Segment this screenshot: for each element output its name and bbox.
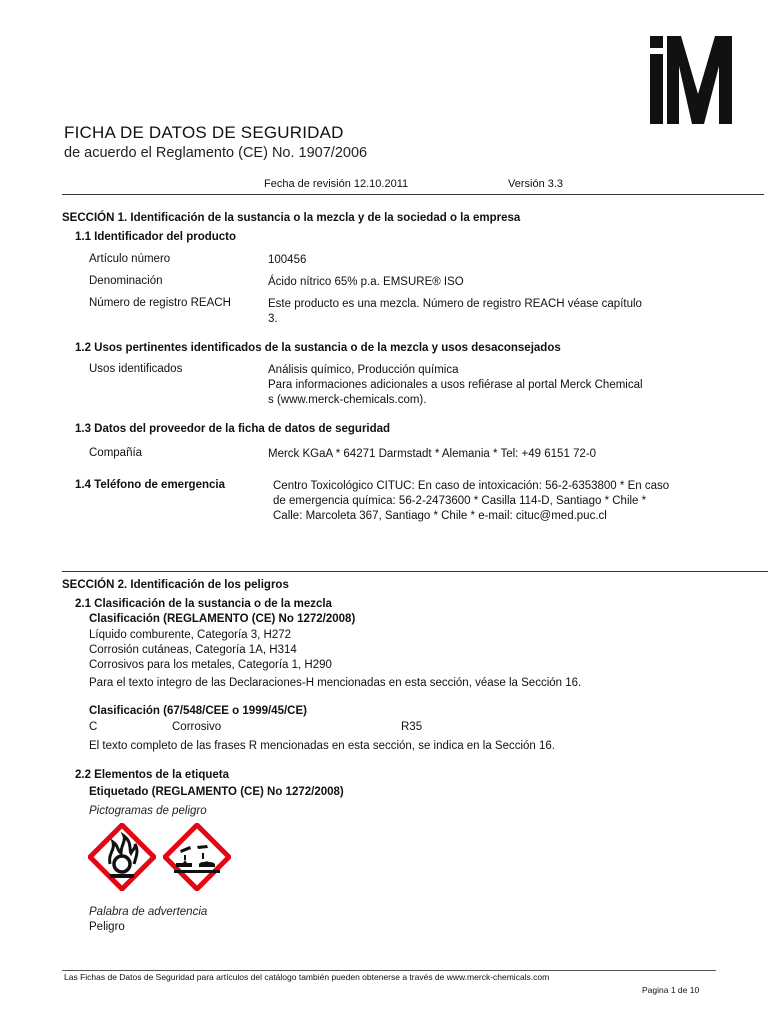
section-1-3-heading: 1.3 Datos del proveedor de la ficha de datos de seguridad — [75, 423, 391, 435]
directive-r-phrase: R35 — [401, 721, 423, 733]
emergency-value: Centro Toxicológico CITUC: En caso de intoxicación: 56-2-6353800 * En caso de emergencia química: 56-2-2473600 * Casilla 114-D, Santiago * Chile * Calle: Marcoleta 367, Santiago * Chile * e-mail: cituc@med.puc.cl — [273, 480, 670, 522]
section-2-1-heading: 2.1 Clasificación de la sustancia o de la mezcla — [75, 598, 332, 610]
signal-word-label: Palabra de advertencia — [89, 906, 208, 918]
clp-line-1: Líquido comburente, Categoría 3, H272 — [89, 629, 292, 641]
article-value: 100456 — [268, 254, 307, 266]
uses-label: Usos identificados — [89, 363, 183, 375]
section-1-4-heading: 1.4 Teléfono de emergencia — [75, 479, 225, 491]
name-value: Ácido nítrico 65% p.a. EMSURE® ISO — [268, 276, 464, 288]
company-label: Compañía — [89, 447, 143, 459]
footer-note: Las Fichas de Datos de Seguridad para artículos del catálogo también pueden obtenerse a través de www.merck-chemicals.com — [64, 972, 550, 982]
section-1-1-heading: 1.1 Identificador del producto — [75, 231, 237, 243]
clp-line-3: Corrosivos para los metales, Categoría 1, H290 — [89, 659, 332, 671]
page-number: Pagina 1 de 10 — [642, 985, 700, 995]
directive-code: C — [89, 721, 98, 733]
company-value: Merck KGaA * 64271 Darmstadt * Alemania * Tel: +49 6151 72-0 — [268, 448, 597, 460]
directive-heading: Clasificación (67/548/CEE o 1999/45/CE) — [89, 705, 307, 717]
name-label: Denominación — [89, 275, 163, 287]
uses-line-1: Análisis químico, Producción química — [268, 364, 459, 376]
uses-line-2: Para informaciones adicionales a usos refiérase al portal Merck Chemical s (www.merck-chemicals.com). — [268, 379, 643, 406]
r-phrases-note: El texto completo de las frases R mencionadas en esta sección, se indica en la Sección 16. — [89, 740, 556, 752]
section-2-heading: SECCIÓN 2. Identificación de los peligros — [62, 579, 289, 591]
section-2-2-heading: 2.2 Elementos de la etiqueta — [75, 769, 230, 781]
document-subtitle: de acuerdo el Reglamento (CE) No. 1907/2006 — [64, 145, 368, 161]
merck-logo — [650, 36, 732, 124]
signal-word-value: Peligro — [89, 921, 125, 933]
section-1-2-heading: 1.2 Usos pertinentes identificados de la sustancia o de la mezcla y usos desaconsejados — [75, 342, 561, 354]
footer-divider — [62, 970, 716, 971]
reach-label: Número de registro REACH — [89, 297, 231, 309]
section-1-heading: SECCIÓN 1. Identificación de la sustancia o la mezcla y de la sociedad o la empresa — [62, 212, 521, 224]
directive-name: Corrosivo — [172, 721, 222, 733]
h-statements-note: Para el texto integro de las Declaraciones-H mencionadas en esta sección, véase la Sección 16. — [89, 677, 582, 689]
divider — [62, 571, 768, 572]
label-heading: Etiquetado (REGLAMENTO (CE) No 1272/2008) — [89, 786, 344, 798]
version: Versión 3.3 — [508, 178, 564, 190]
article-label: Artículo número — [89, 253, 171, 265]
revision-date: Fecha de revisión 12.10.2011 — [264, 178, 409, 190]
pictograms-label: Pictogramas de peligro — [89, 805, 207, 817]
corrosion-icon — [163, 823, 231, 891]
reach-value: Este producto es una mezcla. Número de registro REACH véase capítulo 3. — [268, 298, 642, 325]
clp-heading: Clasificación (REGLAMENTO (CE) No 1272/2008) — [89, 613, 356, 625]
flame-over-circle-icon — [88, 823, 156, 891]
divider — [62, 194, 764, 195]
clp-line-2: Corrosión cutáneas, Categoría 1A, H314 — [89, 644, 297, 656]
document-title: FICHA DE DATOS DE SEGURIDAD — [64, 123, 344, 142]
